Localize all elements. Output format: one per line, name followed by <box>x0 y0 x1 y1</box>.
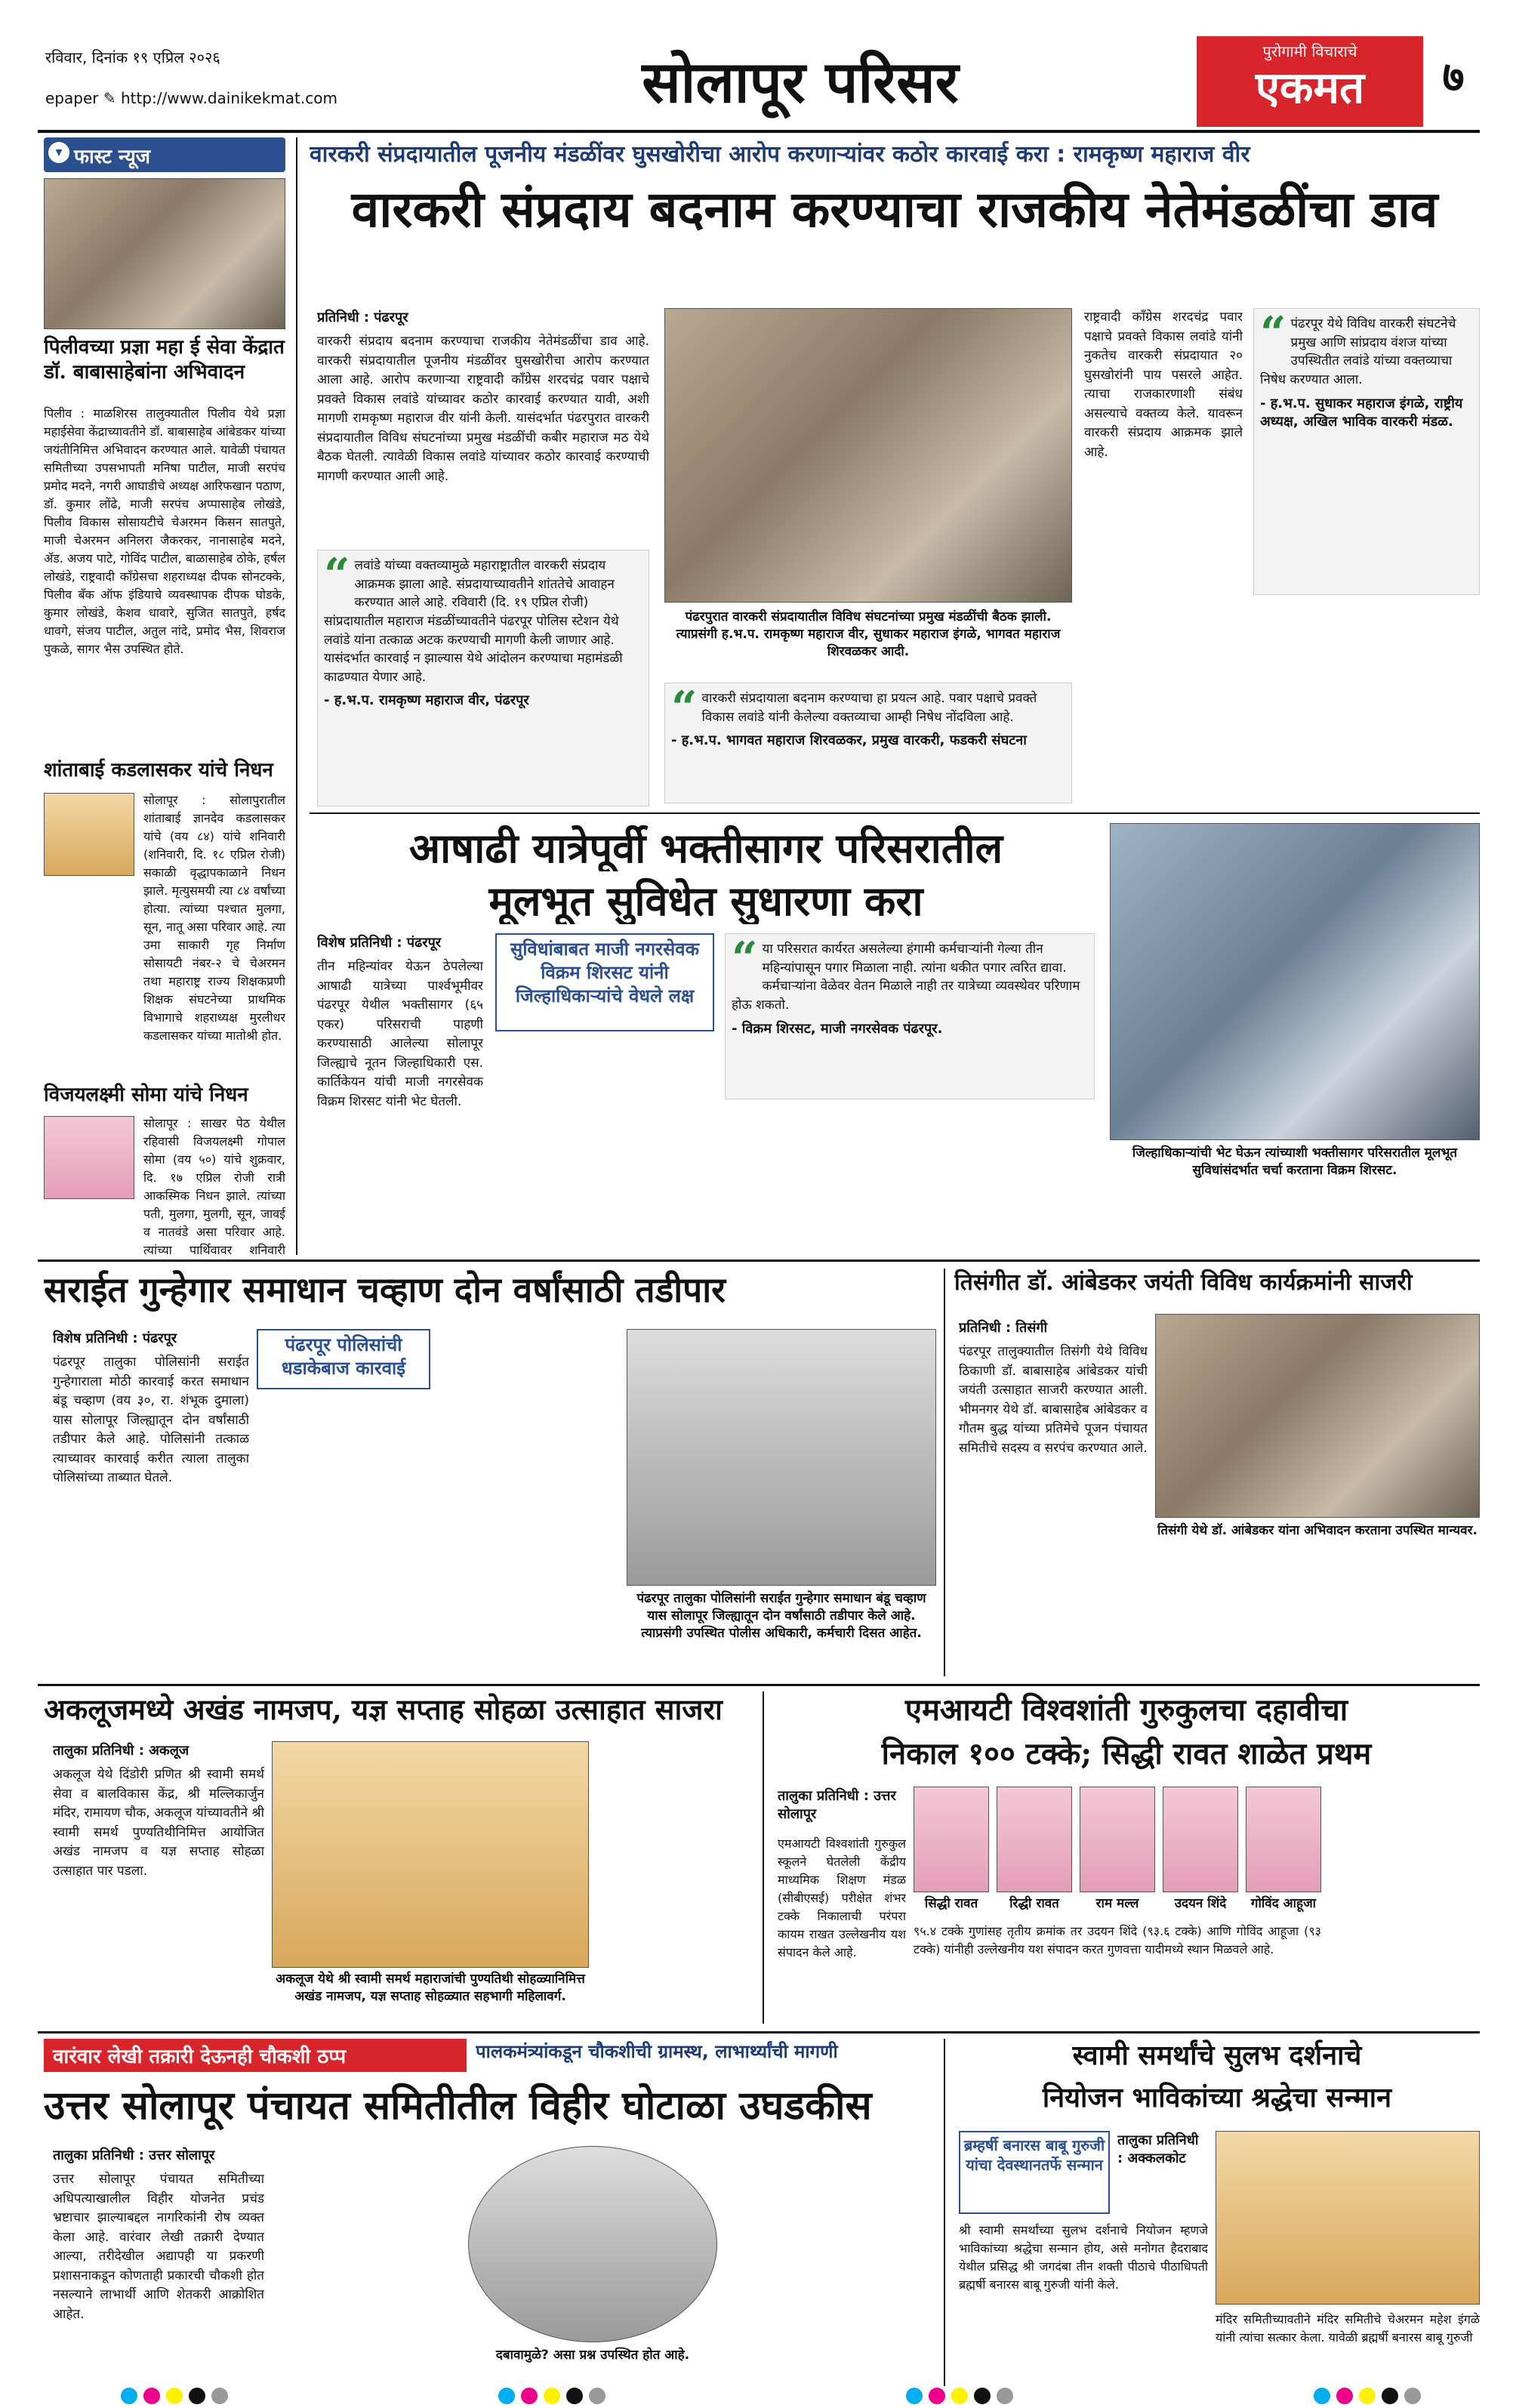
story3-byline: विशेष प्रतिनिधी : पंढरपूर <box>53 1330 177 1346</box>
section-rule <box>310 812 1480 814</box>
story1-quote-1 <box>317 550 649 806</box>
story2-byline: विशेष प्रतिनिधी : पंढरपूर <box>317 935 442 951</box>
logo-name: एकमत <box>1255 62 1365 113</box>
quote-mark-icon: “ <box>671 683 698 735</box>
story1-byline: प्रतिनिधी : पंढरपूर <box>317 310 408 325</box>
story3-headline: सराईत गुन्हेगार समाधान चव्हाण दोन वर्षांसाठी तडीपार <box>44 1269 726 1310</box>
story2-quote <box>725 933 1095 1099</box>
story1-quote-2 <box>664 683 1072 803</box>
story6-byline: तालुका प्रतिनिधी : उत्तर सोलापूर <box>778 1788 896 1822</box>
story1-body: वारकरी संप्रदाय बदनाम करण्याचा राजकीय नेतेमंडळींचा डाव आहे. वारकरी संप्रदायातील पूजनीय मंडळींवर घुसखोरीचा आरोप करण्यात आला आहे. आरोप करणाऱ्या राष्ट्रवादी काँग्रेस शरदचंद्र पवार पक्षाचे प्रवक्ते विकास लवांडे यांच्यावर कठोर कारवाई करण्यात यावी, अशी मागणी रामकृष्ण महाराज वीर यांनी केली. यासंदर्भात पंढरपुरात वारकरी संप्रदायातील विविध संघटनांच्या प्रमुख मंडळींची कबीर महाराज मठ येथे बैठक घेतली. त्यावेळी विकास लवांडे यांच्यावर कठोर कारवाई करण्याची मागणी करण्यात आली आहे. <box>317 334 649 484</box>
story1-body-2: राष्ट्रवादी काँग्रेस शरदचंद्र पवार पक्षाचे प्रवक्ते विकास लवांडे यांनी नुकतेच वारकरी संप्रदायात २० घुसखोरांनी पाय पसरले आहेत. त्याचा राजकारणाशी संबंध असल्याचे वक्तव्य केले. यावरून वारकरी संप्रदाय आक्रमक झाले आहे. <box>1084 310 1243 460</box>
story8-headline-1: स्वामी समर्थांचे सुलभ दर्शनाचे <box>1072 2040 1362 2071</box>
column-divider <box>763 1691 764 2024</box>
student-photo <box>1163 1787 1238 1892</box>
section-rule <box>38 2031 1480 2033</box>
student-name: रिद्धी रावत <box>1009 1896 1059 1911</box>
fast-news-text: फास्ट न्यूज <box>74 146 151 168</box>
story7-photo-caption: दबावामुळे? असा प्रश्न उपस्थित होत आहे. <box>495 2348 690 2363</box>
story6-headline-2: निकाल १०० टक्के; सिद्धी रावत शाळेत प्रथम <box>881 1736 1372 1771</box>
fast-news-body-1: पिलीव : माळशिरस तालुक्यातील पिलीव येथे प्रज्ञा महाईसेवा केंद्राच्यावतीने डॉ. बाबासाहेब आंबेडकर यांच्या जयंतीनिमित्त अभिवादन करण्यात आले. यावेळी पंचायत समितीच्या उपसभापती मनिषा पाटील, माजी सरपंच प्रमोद मदने, नगरी आघाडीचे अध्यक्ष आरिफखान पठाण, डॉ. कुमार लोंढे, माजी सरपंच अप्पासाहेब लोखंडे, पिलीव विकास सोसायटीचे चेअरमन किसन सातपुते, माजी चेअरमन अनिलरा जैकरकर, नानासाहेब मदने, ॲड. अजय पाटे, गोविंद पाटील, बाळासाहेब ठोके, हर्षल लोखंडे, राष्ट्रवादी काँग्रेसचा शहराध्यक्ष दीपक सोनटक्के, पिलीव बँक ऑफ इंडियाचे व्यवस्थापक दीपक घोडके, कुमार लोखंडे, केशव धावारे, सुजित सातपुते, हर्षद धावगे, संजय पाटील, अतुल नांदे, प्रमोद भैस, शिवराज पुकळे, सागर भैस उपस्थित होते. <box>44 406 285 656</box>
logo-tagline: पुरोगामी विचाराचे <box>1262 42 1357 60</box>
section-rule <box>38 1684 1480 1686</box>
print-registration-marks <box>906 2388 1042 2406</box>
story7-byline: तालुका प्रतिनिधी : उत्तर सोलापूर <box>53 2147 215 2163</box>
fast-news-photo <box>44 178 285 329</box>
story2-photo-caption: जिल्हाधिकाऱ्यांची भेट घेऊन त्यांच्याशी भक्तीसागर परिसरातील मूलभूत सुविधांसंदर्भात चर्चा करताना विक्रम शिरसट. <box>1132 1145 1458 1178</box>
story3-photo-caption: पंढरपूर तालुका पोलिसांनी सराईत गुन्हेगार समाधान बंडू चव्हाण यास सोलापूर जिल्ह्यातून दोन वर्षांसाठी तडीपार केले आहे. त्याप्रसंगी उपस्थित पोलीस अधिकारी, कर्मचारी दिसत आहेत. <box>636 1591 926 1641</box>
story2-headline-1: आषाढी यात्रेपूर्वी भक्तीसागर परिसरातील <box>408 824 1003 871</box>
section-rule <box>38 1259 1480 1262</box>
story1-headline: वारकरी संप्रदाय बदनाम करण्याचा राजकीय नेतेमंडळींचा डाव <box>351 180 1438 239</box>
student-name: सिद्धी रावत <box>924 1896 978 1911</box>
column-divider <box>944 2039 945 2386</box>
story7-well-photo <box>468 2146 717 2342</box>
story5-photo <box>272 1741 589 1968</box>
story2-body: तीन महिन्यांवर येऊन ठेपलेल्या आषाढी यात्रेच्या पार्श्वभूमीवर पंढरपूर येथील भक्तीसागर (६५ एकर) परिसराची पाहणी करण्यासाठी आलेल्या सोलापूर जिल्ह्याचे नूतन जिल्हाधिकारी एस. कार्तिकेयन यांची माजी नगरसेवक विक्रम शिरसट यांनी भेट घेतली. <box>317 959 483 1109</box>
print-registration-marks <box>1314 2388 1450 2406</box>
quote-attribution: - विक्रम शिरसट, माजी नगरसेवक पंढरपूर. <box>732 1020 943 1037</box>
story4-photo <box>1155 1314 1480 1518</box>
fast-news-headline-2: शांताबाई कडलासकर यांचे निधन <box>44 759 273 782</box>
quote-attribution: - ह.भ.प. रामकृष्ण महाराज वीर, पंढरपूर <box>324 692 529 709</box>
chevron-down-icon: ▾ <box>48 142 69 163</box>
story1-kicker: वारकरी संप्रदायातील पूजनीय मंडळींवर घुसखोरीचा आरोप करणाऱ्यांवर कठोर कारवाई करा : रामकृष्ण महाराज वीर <box>310 141 1250 168</box>
story7-headline: उत्तर सोलापूर पंचायत समितीतील विहीर घोटाळा उघडकीस <box>44 2083 872 2129</box>
column-divider <box>296 137 297 1255</box>
story1-photo-caption: पंढरपुरात वारकरी संप्रदायातील विविध संघटनांच्या प्रमुख मंडळींची बैठक झाली. त्याप्रसंगी ह.भ.प. रामकृष्ण महाराज वीर, सुधाकर महाराज इंगळे, भागवत महाराज शिरवळकर आदी. <box>676 609 1061 659</box>
quote-text: लवांडे यांच्या वक्तव्यामुळे महाराष्ट्रातील वारकरी संप्रदाय आक्रमक झाला आहे. संप्रदायाच्यावतीने शांततेचे आवाहन करण्यात आले आहे. रविवारी (दि. १९ एप्रिल रोजी) सांप्रदायातील महाराज मंडळींच्यावतीने पंढरपूर पोलिस स्टेशन येथे लवांडे यांना तत्काळ अटक करण्याची मागणी केली जाणार आहे. यासंदर्भात कारवाई न झाल्यास येथे आंदोलन करण्याचा महामंडळी काढण्यात येणार आहे. <box>324 558 623 685</box>
fast-news-label <box>44 137 285 172</box>
quote-mark-icon: “ <box>1260 308 1286 360</box>
story7-body: उत्तर सोलापूर पंचायत समितीच्या अधिपत्याखालील विहीर योजनेत प्रचंड भ्रष्टाचार झाल्याबद्दल नागरिकांनी रोष व्यक्त केला आहे. वारंवार लेखी तक्रारी देण्यात आल्या, तरीदेखील अद्यापही या प्रकरणी प्रशासनाकडून कोणताही प्रकारची चौकशी होत नसल्याने लाभार्थी आणि शेतकरी आक्रोशित आहेत. <box>53 2172 264 2322</box>
quote-attribution: - ह.भ.प. भागवत महाराज शिरवळकर, प्रमुख वारकरी, फडकरी संघटना <box>671 732 1027 749</box>
fast-news-headline-1: पिलीवच्या प्रज्ञा महा ई सेवा केंद्रात डॉ. बाबासाहेबांना अभिवादन <box>44 336 285 384</box>
quote-attribution: - ह.भ.प. सुधाकर महाराज इंगळे, राष्ट्रीय अध्यक्ष, अखिल भाविक वारकरी मंडळ. <box>1260 395 1463 430</box>
story5-headline: अकलूजमध्ये अखंड नामजप, यज्ञ सप्ताह सोहळा उत्साहात साजरा <box>44 1692 723 1726</box>
epaper-link[interactable]: epaper ✎ http://www.dainikekmat.com <box>45 89 337 107</box>
quote-text: पंढरपूर येथे विविध वारकरी संघटनेचे प्रमुख आणि सांप्रदाय वंशज यांच्या उपस्थितीत लवांडे यांच्या वक्तव्याचा निषेध करण्यात आला. <box>1260 316 1456 387</box>
student-name: राम मल्ल <box>1095 1896 1139 1911</box>
story8-body: श्री स्वामी समर्थांच्या सुलभ दर्शनाचे नियोजन म्हणजे भाविकांच्या श्रद्धेचा सन्मान होय, असे मनोगत हैदराबाद येथील प्रसिद्ध श्री जगदंबा तीन शक्ती पीठाचे पीठाधिपती ब्रह्मर्षी बनारस बाबू गुरुजी यांनी केले. <box>959 2223 1208 2292</box>
story5-photo-caption: अकलूज येथे श्री स्वामी समर्थ महाराजांची पुण्यतिथी सोहळ्यानिमित्त अखंड नामजप, यज्ञ सप्ताह सोहळ्यात सहभागी महिलावर्ग. <box>276 1972 585 2004</box>
story6-headline-1: एमआयटी विश्वशांती गुरुकुलचा दहावीचा <box>904 1692 1348 1728</box>
newspaper-logo <box>1197 36 1423 127</box>
story5-body: अकलूज येथे दिंडोरी प्रणित श्री स्वामी समर्थ सेवा व बालविकास केंद्र, श्री मल्लिकार्जुन मंदिर, रामायण चौक, अकलूज यांच्यावतीने श्री स्वामी समर्थ पुण्यतिथीनिमित्त आयोजित अखंड नामजप व यज्ञ सप्ताह सोहळा उत्साहात पार पडला. <box>53 1767 264 1879</box>
story4-headline: तिसंगीत डॉ. आंबेडकर जयंती विविध कार्यक्रमांनी साजरी <box>954 1269 1413 1296</box>
student-name: गोविंद आहूजा <box>1250 1896 1317 1911</box>
story8-photo <box>1216 2131 1480 2305</box>
story5-byline: तालुका प्रतिनिधी : अकलूज <box>53 1743 190 1759</box>
quote-text: वारकरी संप्रदायाला बदनाम करण्याचा हा प्रयत्न आहे. पवार पक्षाचे प्रवक्ते विकास लवांडे यांनी केलेल्या वक्तव्याचा आम्ही निषेध नोंदविला आहे. <box>701 691 1037 725</box>
student-photo <box>914 1787 989 1892</box>
masthead-rule <box>38 130 1480 133</box>
story8-box-head: ब्रम्हर्षी बनारस बाबू गुरुजी यांचा देवस्थानतर्फे सन्मान <box>959 2131 1110 2214</box>
story4-body: पंढरपूर तालुक्यातील तिसंगी येथे विविध ठिकाणी डॉ. बाबासाहेब आंबेडकर यांची जयंती उत्साहात साजरी करण्यात आली. भीमनगर येथे डॉ. बाबासाहेब आंबेडकर व गौतम बुद्ध यांच्या प्रतिमेचे पूजन पंचायत समितीचे सदस्य व सरपंच करण्यात आले. <box>959 1344 1148 1456</box>
story4-photo-caption: तिसंगी येथे डॉ. आंबेडकर यांना अभिवादन करताना उपस्थित मान्यवर. <box>1157 1523 1477 1538</box>
story3-box-head: पंढरपूर पोलिसांची धडाकेबाज कारवाई <box>257 1329 430 1389</box>
print-registration-marks <box>121 2388 257 2406</box>
column-divider <box>944 1269 945 1676</box>
student-photos <box>914 1787 1321 1915</box>
student-photo <box>1246 1787 1321 1892</box>
portrait-shantabai <box>44 793 134 876</box>
section-title: सोलापूर परिसर <box>642 48 959 116</box>
quote-mark-icon: “ <box>324 550 350 602</box>
story2-headline-2: मूलभूत सुविधेत सुधारणा करा <box>488 877 923 924</box>
student-photo <box>997 1787 1072 1892</box>
story6-body: एमआयटी विश्वशांती गुरुकुल स्कूलने घेतलेली केंद्रीय माध्यमिक शिक्षण मंडळ (सीबीएसई) परीक्षेत शंभर टक्के निकालाची परंपरा कायम राखत उल्लेखनीय यश संपादन केले आहे. <box>778 1836 906 1959</box>
story1-photo <box>664 308 1072 603</box>
story6-body-2: ९५.४ टक्के गुणांसह तृतीय क्रमांक तर उदयन शिंदे (९३.६ टक्के) आणि गोविंद आहूजा (९३ टक्के) यांनीही उल्लेखनीय यश संपादन करत गुणवत्ता यादीमध्ये स्थान मिळवले आहे. <box>914 1924 1321 1956</box>
student-name: उदयन शिंदे <box>1174 1896 1227 1911</box>
story4-byline: प्रतिनिधी : तिसंगी <box>959 1320 1048 1336</box>
print-registration-marks <box>498 2388 634 2406</box>
story8-byline: तालुका प्रतिनिधी : अक्कलकोट <box>1117 2132 1199 2166</box>
issue-date: रविवार, दिनांक १९ एप्रिल २०२६ <box>45 48 220 66</box>
portrait-vijaylaxmi <box>44 1116 134 1199</box>
story8-headline-2: नियोजन भाविकांच्या श्रद्धेचा सन्मान <box>1042 2082 1392 2114</box>
story2-photo <box>1110 823 1480 1140</box>
fast-news-headline-3: विजयलक्ष्मी सोमा यांचे निधन <box>44 1084 248 1106</box>
story7-red-kicker: वारंवार लेखी तक्रारी देऊनही चौकशी ठप्प <box>44 2039 467 2072</box>
fast-news-body-3: सोलापूर : साखर पेठ येथील रहिवासी विजयलक्ष्मी गोपाल सोमा (वय ५०) यांचे शुक्रवार, दि. १७ एप्रिल रोजी रात्री आकस्मिक निधन झाले. त्यांच्या पती, मुलगा, मुलगी, सून, जावई व नातवंडे असा परिवार आहे. त्यांच्या पार्थिवावर शनिवारी <box>143 1116 285 1257</box>
story1-quote-3 <box>1253 308 1480 595</box>
student-photo <box>1080 1787 1155 1892</box>
fast-news-body-2: सोलापूर : सोलापुरातील शांताबाई ज्ञानदेव कडलासकर यांचे (वय ८४) यांचे शनिवारी (शनिवारी, दि. १८ एप्रिल रोजी) सकाळी वृद्धापकाळाने निधन झाले. मृत्युसमयी त्या ८४ वर्षांच्या होत्या. त्यांच्या पश्चात मुलगा, सून, नातू असा परिवार आहे. त्या उमा साकारी गृह निर्माण सोसायटी नंबर-२ चे चेअरमन तथा महाराष्ट्र राज्य शिक्षकप्रणी शिक्षक संघटनेच्या प्राथमिक विभागाचे शहराध्यक्ष मुरलीधर कडलासकर यांच्या मातोश्री होत. <box>143 793 285 1043</box>
page-number: ७ <box>1442 52 1465 100</box>
story3-body: पंढरपूर तालुका पोलिसांनी सराईत गुन्हेगाराला मोठी कारवाई करत समाधान बंडू चव्हाण (वय ३०, रा. शंभूक दुमाला) यास सोलापूर जिल्ह्यातून दोन वर्षांसाठी तडीपार केले आहे. पोलिसांनी तत्काळ त्याच्यावर कारवाई करीत त्याला तालुका पोलिसांच्या ताब्यात घेतले. <box>53 1355 249 1485</box>
quote-mark-icon: “ <box>732 933 758 985</box>
story2-box-head: सुविधांबाबत माजी नगरसेवक विक्रम शिरसट यांनी जिल्हाधिकाऱ्यांचे वेधले लक्ष <box>495 933 714 1031</box>
quote-text: या परिसरात कार्यरत असलेल्या हंगामी कर्मचाऱ्यांनी गेल्या तीन महिन्यांपासून पगार मिळाला नाही. त्यांना थकीत पगार त्वरित द्यावा. कर्मचाऱ्यांना वेळेवर वेतन मिळाले नाही तर यात्रेच्या व्यवस्थेवर परिणाम होऊ शकतो. <box>732 942 1080 1013</box>
story8-body-2: मंदिर समितीच्यावतीने मंदिर समितीचे चेअरमन महेश इंगळे यांनी त्यांचा सत्कार केला. यावेळी ब्रह्मर्षी बनारस बाबू गुरुजी <box>1216 2312 1480 2345</box>
story3-photo <box>627 1329 936 1586</box>
story7-blue-kicker: पालकमंत्र्यांकडून चौकशीची ग्रामस्थ, लाभार्थ्यांची मागणी <box>476 2041 838 2062</box>
